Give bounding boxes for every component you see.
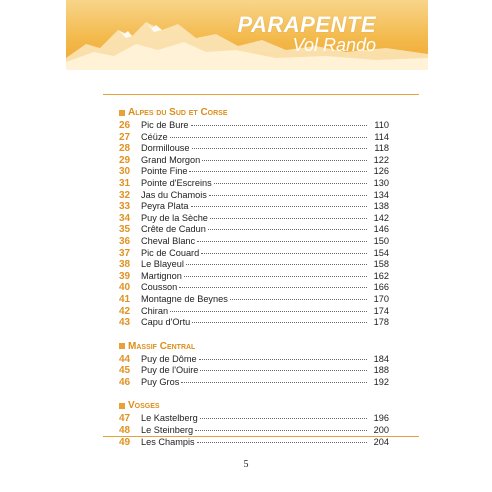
entry-name: Dormillouse [141,143,190,154]
entry-number: 27 [119,131,131,143]
entry-number: 40 [119,282,131,294]
dot-leader [201,253,367,254]
dot-leader [214,183,367,184]
dot-leader [179,287,367,288]
brand-title: PARAPENTE [237,12,376,37]
dot-leader [186,264,367,265]
toc-entry[interactable] [119,201,389,213]
entry-number: 46 [119,376,131,388]
dot-leader [181,382,367,383]
header-banner [66,0,428,70]
toc-entry[interactable] [119,425,389,437]
entry-name: Pointe Fine [141,166,188,177]
entry-name: Capu d'Ortu [141,317,191,328]
section-title: Massif Central [128,340,196,352]
toc-entry[interactable] [119,248,389,260]
entry-number: 42 [119,305,131,317]
entry-page: 142 [373,212,389,223]
toc-entry[interactable] [119,317,389,329]
entry-name: Cheval Blanc [141,235,196,246]
dot-leader [230,299,367,300]
dot-leader [184,276,367,277]
dot-leader [189,171,367,172]
entry-name: Chiran [141,305,169,316]
section-title: Alpes du Sud et Corse [128,107,228,118]
entry-number: 45 [119,365,131,377]
dot-leader [200,370,367,371]
toc-entry[interactable] [119,294,389,306]
entry-name: Céüze [141,131,168,142]
toc-section [119,399,389,448]
entry-page: 134 [373,189,389,200]
entry-page: 188 [373,365,389,376]
toc-entry[interactable] [119,271,389,283]
entry-page: 166 [373,282,389,293]
entry-number: 29 [119,154,131,166]
brand-block [237,14,376,54]
entry-page: 204 [373,436,389,447]
toc-entry[interactable] [119,306,389,318]
entry-name: Jas du Chamois [141,189,207,200]
entry-number: 43 [119,317,131,329]
toc-entry[interactable] [119,259,389,271]
dot-leader [209,195,367,196]
entry-number: 48 [119,425,131,437]
entry-name: Pointe d'Escreins [141,177,212,188]
entry-number: 28 [119,143,131,155]
entry-number: 47 [119,413,131,425]
entry-page: 192 [373,376,389,387]
entry-page: 154 [373,247,389,258]
dot-leader [192,148,367,149]
bullet-square-icon [119,403,125,409]
entry-page: 130 [373,177,389,188]
table-of-contents [119,106,389,459]
entry-number: 49 [119,436,131,448]
entry-name: Puy Gros [141,376,180,387]
entry-name: Puy de l'Ouire [141,365,199,376]
dot-leader [170,311,367,312]
toc-section [119,340,389,389]
bottom-divider [103,436,419,437]
toc-entry[interactable] [119,224,389,236]
toc-entry[interactable] [119,236,389,248]
entry-name: Puy de Dôme [141,353,197,364]
section-heading [119,106,389,119]
entry-page: 146 [373,224,389,235]
entry-page: 110 [374,120,389,130]
entry-name: Crête de Cadun [141,224,206,235]
top-divider [103,94,419,95]
dot-leader [191,206,368,207]
toc-entry[interactable] [119,213,389,225]
entry-name: Peyra Plata [141,201,189,212]
entry-number: 33 [119,201,131,213]
entry-name: Le Kastelberg [141,413,198,424]
entry-number: 26 [119,120,131,131]
entry-page: 184 [373,353,389,364]
entry-number: 30 [119,166,131,178]
entry-number: 37 [119,247,131,259]
entry-number: 39 [119,270,131,282]
dot-leader [192,322,367,323]
entry-page: 158 [373,259,389,270]
entry-page: 174 [373,305,389,316]
entry-page: 122 [373,154,389,165]
dot-leader [197,241,367,242]
section-title: Vosges [128,400,160,412]
entry-page: 178 [373,317,389,328]
toc-entry[interactable] [119,354,389,366]
entry-name: Puy de la Sèche [141,212,208,223]
entry-name: Cousson [141,282,178,293]
entry-page: 126 [373,166,389,177]
entry-number: 44 [119,353,131,365]
toc-entry[interactable] [119,437,389,449]
toc-entry[interactable] [119,282,389,294]
entry-page: 162 [373,270,389,281]
entry-number: 38 [119,259,131,271]
toc-entry[interactable] [119,155,389,167]
dot-leader [208,229,367,230]
toc-entry[interactable] [119,143,389,155]
dot-leader [170,137,367,138]
page-number: 5 [243,459,249,470]
brand-subtitle: Vol Rando [292,35,376,55]
dot-leader [195,430,367,431]
dot-leader [199,359,367,360]
toc-entry[interactable] [119,365,389,377]
entry-number: 36 [119,235,131,247]
entry-number: 35 [119,224,131,236]
toc-entry[interactable] [119,413,389,425]
entry-number: 32 [119,189,131,201]
toc-entry[interactable] [119,120,389,132]
entry-name: Le Blayeul [141,259,184,270]
entry-page: 150 [373,235,389,246]
toc-entry[interactable] [119,178,389,190]
toc-entry[interactable] [119,166,389,178]
entry-number: 34 [119,212,131,224]
entry-name: Martignon [141,270,182,281]
dot-leader [191,125,368,126]
entry-name: Le Steinberg [141,425,194,436]
entry-page: 118 [374,143,389,154]
entry-page: 114 [374,131,389,142]
dot-leader [202,160,367,161]
section-heading [119,399,389,412]
bullet-square-icon [119,343,125,349]
bullet-square-icon [119,110,125,116]
entry-name: Montagne de Beynes [141,293,228,304]
entry-name: Pic de Couard [141,247,200,258]
toc-entry[interactable] [119,132,389,144]
toc-entry[interactable] [119,377,389,389]
entry-name: Pic de Bure [141,120,189,130]
entry-number: 31 [119,177,131,189]
entry-page: 196 [373,413,389,424]
entry-page: 200 [373,425,389,436]
dot-leader [197,442,367,443]
entry-name: Grand Morgon [141,154,201,165]
entry-page: 138 [373,201,389,212]
entry-number: 41 [119,293,131,305]
dot-leader [210,218,367,219]
toc-entry[interactable] [119,190,389,202]
entry-page: 170 [373,293,389,304]
toc-section [119,106,389,329]
section-heading [119,340,389,353]
entry-name: Les Champis [141,436,195,447]
dot-leader [200,418,367,419]
